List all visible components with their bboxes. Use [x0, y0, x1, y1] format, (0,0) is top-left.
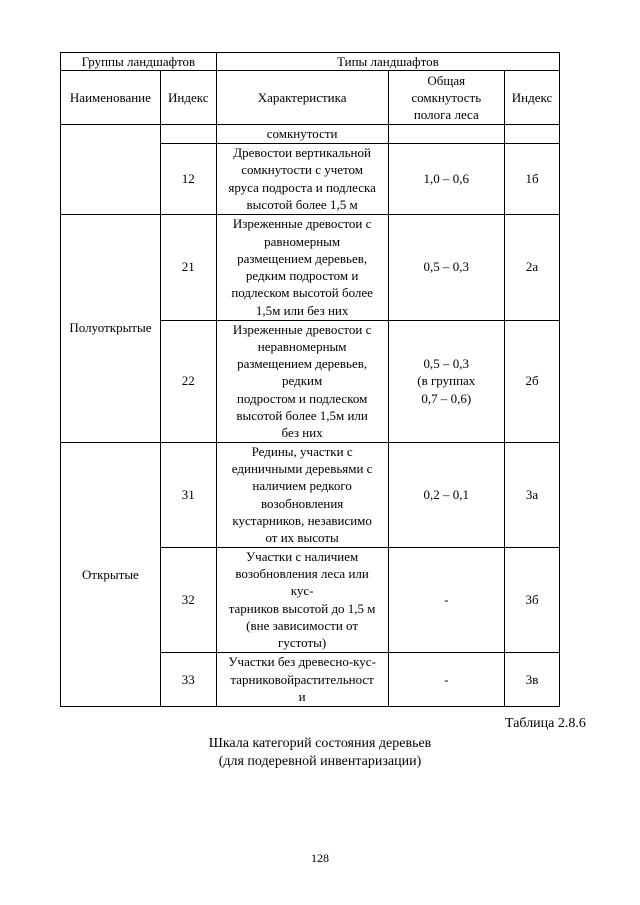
row-index: 21: [160, 214, 216, 320]
table-title-line-1: Шкала категорий состояния деревьев: [208, 736, 432, 751]
row-type-index: 3в: [505, 652, 560, 706]
table-number: Таблица 2.8.6: [505, 716, 586, 731]
row-density: 0,2 – 0,1: [388, 442, 505, 547]
row-index: 12: [160, 143, 216, 214]
row-density: 0,5 – 0,3: [388, 214, 505, 320]
header-name: Наименование: [61, 71, 161, 125]
row-type-index: 2а: [505, 214, 560, 320]
row-type-index: 2б: [505, 320, 560, 442]
row-density: [388, 125, 505, 143]
row-characteristic: сомкнутости: [216, 125, 388, 143]
row-type-index: [505, 125, 560, 143]
header-characteristic: Характеристика: [216, 71, 388, 125]
row-index: [160, 125, 216, 143]
group-half-open: Полуоткрытые: [61, 214, 161, 442]
header-density: Общая сомкнутость полога леса: [388, 71, 505, 125]
row-characteristic: Участки без древесно-кус- тарниковойрастительност и: [216, 652, 388, 706]
table-subheader-row: [61, 71, 560, 125]
row-density: -: [388, 547, 505, 652]
header-index: Индекс: [160, 71, 216, 125]
row-density: 1,0 – 0,6: [388, 143, 505, 214]
row-index: 32: [160, 547, 216, 652]
group-open: Открытые: [61, 442, 161, 706]
table-row: [61, 214, 560, 320]
group-cell-empty: [61, 125, 161, 214]
header-types: Типы ландшафтов: [216, 53, 559, 71]
row-density: 0,5 – 0,3 (в группах 0,7 – 0,6): [388, 320, 505, 442]
row-index: 31: [160, 442, 216, 547]
row-index: 33: [160, 652, 216, 706]
row-type-index: 3а: [505, 442, 560, 547]
row-density: -: [388, 652, 505, 706]
page-number: 128: [311, 851, 329, 865]
table-header-row: [61, 53, 560, 71]
landscape-table: [60, 52, 560, 707]
row-index: 22: [160, 320, 216, 442]
row-characteristic: Редины, участки с единичными деревьями с наличием редкого возобновления кустарников, независимо от их высоты: [216, 442, 388, 547]
table-row: [61, 442, 560, 547]
row-type-index: 1б: [505, 143, 560, 214]
row-characteristic: Изреженные древостои с неравномерным размещением деревьев, редким подростом и подлеском высотой более 1,5м или без них: [216, 320, 388, 442]
row-characteristic: Участки с наличием возобновления леса или кус- тарников высотой до 1,5 м (вне зависимости от густоты): [216, 547, 388, 652]
row-characteristic: Изреженные древостои с равномерным размещением деревьев, редким подростом и подлеском высотой более 1,5м или без них: [216, 214, 388, 320]
header-groups: Группы ландшафтов: [61, 53, 217, 71]
table-title-line-2: (для подеревной инвентаризации): [218, 754, 422, 769]
row-characteristic: Древостои вертикальной сомкнутости с учетом яруса подроста и подлеска высотой более 1,5 м: [216, 143, 388, 214]
row-type-index: 3б: [505, 547, 560, 652]
table-row: [61, 125, 560, 143]
header-type-index: Индекс: [505, 71, 560, 125]
